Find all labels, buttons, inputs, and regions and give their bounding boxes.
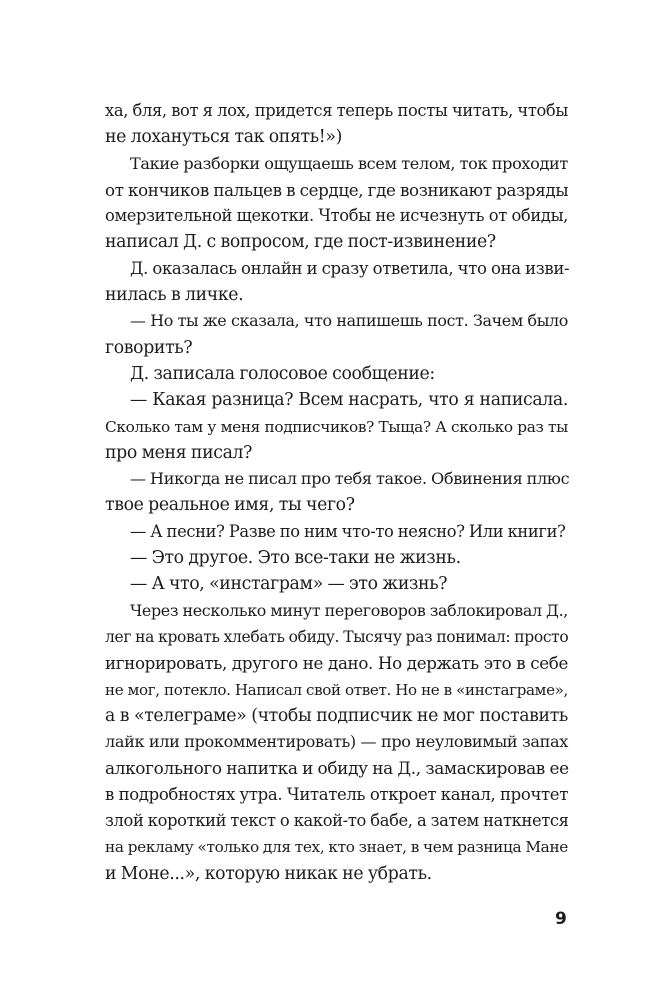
text-line: и Моне...», которую никак не убрать. (105, 863, 432, 884)
text-line: на рекламу «только для тех, кто знает, в чем разница Мане (105, 838, 568, 857)
text-line: про меня писал? (105, 442, 253, 463)
page-number: 9 (555, 909, 567, 929)
text-line: алкогольного напитка и обиду на Д., замаскировав ее (105, 758, 569, 779)
text-line: Сколько там у меня подписчиков? Тыща? А сколько раз ты (105, 417, 568, 436)
text-line: — Никогда не писал про тебя такое. Обвинения плюс (130, 469, 570, 489)
text-line: Через несколько минут переговоров заблокировал Д., (130, 600, 568, 620)
text-line: — Но ты же сказала, что напишешь пост. Зачем было (130, 311, 568, 331)
text-line: говорить? (105, 337, 193, 358)
text-line: омерзительной щекотки. Чтобы не исчезнуть от обиды, (105, 206, 568, 226)
text-line: игнорировать, другого не дано. Но держать это в себе (105, 653, 568, 674)
text-line: написал Д. с вопросом, где пост-извинение? (105, 232, 496, 253)
text-line: лайк или прокомментировать) — про неуловимый запах (105, 732, 568, 752)
text-line: Такие разборки ощущаешь всем телом, ток проходит (130, 153, 568, 173)
text-line: Д. оказалась онлайн и сразу ответила, что она изви- (130, 258, 570, 278)
text-line: — Это другое. Это все-таки не жизнь. (130, 548, 461, 569)
text-line: Д. записала голосовое сообщение: (130, 363, 435, 384)
text-line: ха, бля, вот я лох, придется теперь посты читать, чтобы (105, 101, 568, 120)
text-line: в подробностях утра. Читатель откроет канал, прочтет (105, 784, 568, 804)
text-line: не мог, потекло. Написал свой ответ. Но не в «инстаграме», (105, 680, 568, 699)
text-line: злой короткий текст о какой-то бабе, а затем наткнется (105, 811, 569, 831)
text-line: нилась в личке. (105, 285, 244, 306)
text-line: а в «телеграме» (чтобы подписчик не мог поставить (105, 705, 568, 726)
text-line: твое реальное имя, ты чего? (105, 495, 355, 516)
text-line: — Какая разница? Всем насрать, что я написала. (130, 390, 568, 411)
text-line: лег на кровать хлебать обиду. Тысячу раз понимал: просто (105, 627, 569, 646)
page-body (105, 98, 568, 887)
text-line: — А песни? Разве по ним что-то неясно? Или книги? (130, 521, 566, 541)
text-line: не лохануться так опять!») (105, 127, 343, 148)
text-line: от кончиков пальцев в сердце, где возникают разряды (105, 179, 569, 200)
text-line: — А что, «инстаграм» — это жизнь? (130, 574, 448, 595)
